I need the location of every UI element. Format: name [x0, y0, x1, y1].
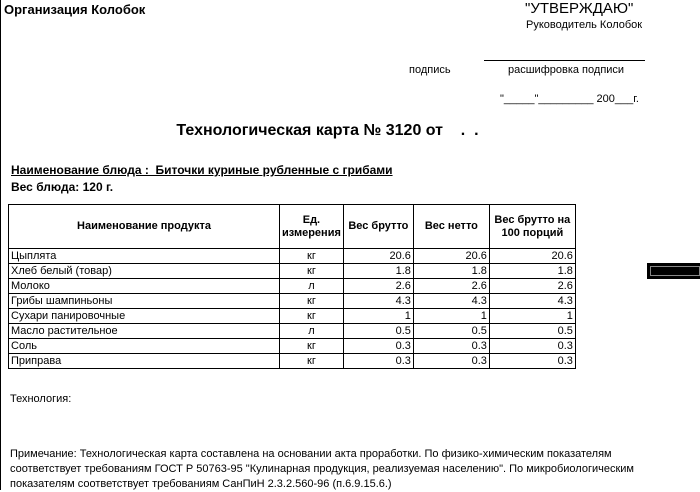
document-title: Технологическая карта № 3120 от . .	[176, 122, 479, 139]
unit-cell: кг	[280, 294, 344, 309]
unit-cell: л	[280, 324, 344, 339]
table-row	[9, 324, 576, 339]
gross-100-cell: 20.6	[489, 249, 575, 264]
product-cell: Грибы шампиньоны	[9, 294, 280, 309]
gross-100-cell: 0.3	[489, 339, 575, 354]
gross-cell: 20.6	[343, 249, 413, 264]
net-cell: 0.5	[413, 324, 489, 339]
table-row	[9, 354, 576, 369]
date-line: "_____"_________ 200___г.	[500, 93, 639, 105]
product-cell: Соль	[9, 339, 280, 354]
product-cell: Сухари панировочные	[9, 309, 280, 324]
gross-cell: 2.6	[343, 279, 413, 294]
unit-cell: кг	[280, 309, 344, 324]
net-cell: 2.6	[413, 279, 489, 294]
gross-100-cell: 0.3	[489, 354, 575, 369]
product-cell: Масло растительное	[9, 324, 280, 339]
gross-cell: 1	[343, 309, 413, 324]
gross-cell: 0.3	[343, 354, 413, 369]
table-row	[9, 279, 576, 294]
table-row	[9, 249, 576, 264]
header-product: Наименование продукта	[9, 205, 280, 249]
scrollbar-thumb[interactable]	[647, 263, 700, 279]
gross-cell: 1.8	[343, 264, 413, 279]
table-header-row	[9, 205, 576, 249]
header-net: Вес нетто	[413, 205, 489, 249]
note-text: Примечание: Технологическая карта составлена на основании акта проработки. По физико-химическим показателям соответствует требованиям ГОСТ Р 50763-95 "Кулинарная продукция, реализуемая населению". По микробиологическим показателям соответствует требованиям СанПиН 2.3.2.560-96 (п.6.9.15.6.)	[10, 448, 634, 490]
gross-100-cell: 1	[489, 309, 575, 324]
signature-line	[484, 60, 645, 61]
unit-cell: кг	[280, 354, 344, 369]
signature-label: подпись	[409, 64, 451, 76]
signature-decode-label: расшифровка подписи	[508, 64, 625, 76]
product-cell: Цыплята	[9, 249, 280, 264]
gross-cell: 4.3	[343, 294, 413, 309]
product-cell: Хлеб белый (товар)	[9, 264, 280, 279]
table-row	[9, 294, 576, 309]
product-cell: Приправа	[9, 354, 280, 369]
header-unit: Ед. измерения	[280, 205, 344, 249]
gross-100-cell: 1.8	[489, 264, 575, 279]
organization-name: Организация Колобок	[4, 2, 146, 17]
net-cell: 4.3	[413, 294, 489, 309]
gross-100-cell: 4.3	[489, 294, 575, 309]
unit-cell: л	[280, 279, 344, 294]
net-cell: 20.6	[413, 249, 489, 264]
gross-100-cell: 2.6	[489, 279, 575, 294]
technology-label: Технология:	[10, 393, 72, 405]
products-table	[8, 204, 576, 369]
table-row	[9, 309, 576, 324]
unit-cell: кг	[280, 249, 344, 264]
header-gross-100: Вес брутто на 100 порций	[489, 205, 575, 249]
scrollbar-thumb-grip	[650, 266, 700, 276]
approve-stamp: "УТВЕРЖДАЮ"	[525, 0, 634, 17]
net-cell: 1	[413, 309, 489, 324]
gross-100-cell: 0.5	[489, 324, 575, 339]
net-cell: 0.3	[413, 354, 489, 369]
table-row	[9, 264, 576, 279]
unit-cell: кг	[280, 339, 344, 354]
net-cell: 1.8	[413, 264, 489, 279]
gross-cell: 0.5	[343, 324, 413, 339]
product-cell: Молоко	[9, 279, 280, 294]
gross-cell: 0.3	[343, 339, 413, 354]
dish-name: Наименование блюда : Биточки куриные рубленные с грибами	[11, 163, 393, 177]
net-cell: 0.3	[413, 339, 489, 354]
header-gross: Вес брутто	[343, 205, 413, 249]
head-role: Руководитель Колобок	[526, 19, 643, 31]
unit-cell: кг	[280, 264, 344, 279]
table-row	[9, 339, 576, 354]
page-left-border	[0, 0, 1, 490]
dish-weight: Вес блюда: 120 г.	[11, 180, 114, 194]
